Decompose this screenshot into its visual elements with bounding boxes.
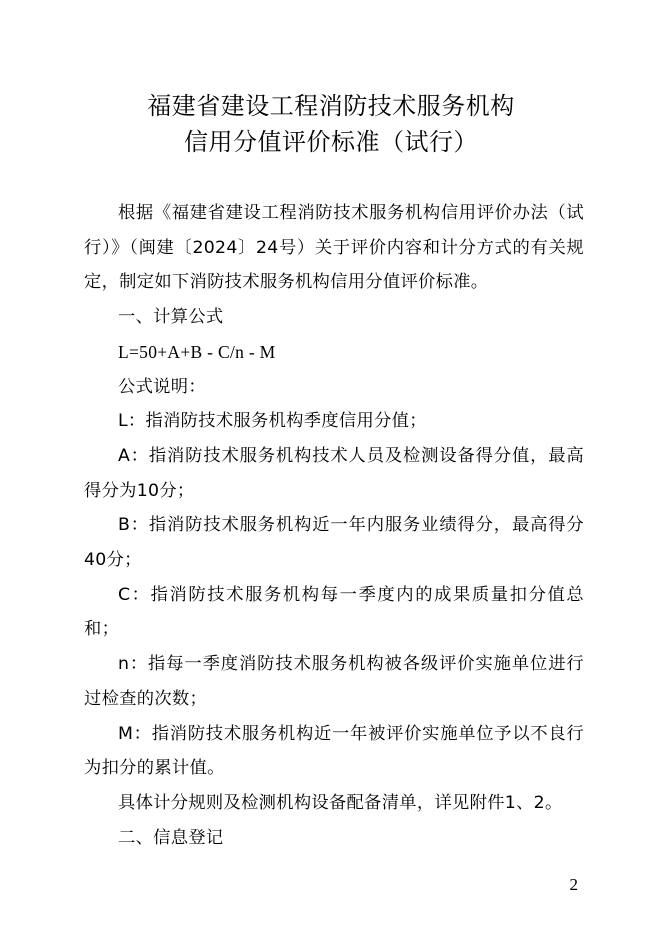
page-number: 2: [569, 875, 578, 894]
definition-a: A：指消防技术服务机构技术人员及检测设备得分值，最高得分为10分；: [84, 445, 584, 501]
definition-c: C：指消防技术服务机构每一季度内的成果质量扣分值总和；: [84, 584, 584, 640]
definition-m: M：指消防技术服务机构近一年被评价实施单位予以不良行为扣分的累计值。: [84, 723, 584, 779]
definition-b: B：指消防技术服务机构近一年内服务业绩得分，最高得分40分；: [84, 515, 584, 571]
document-body: [84, 196, 584, 855]
definition-n: n：指每一季度消防技术服务机构被各级评价实施单位进行过检查的次数；: [84, 654, 584, 709]
paragraph-appendix-reference: 具体计分规则及检测机构设备配备清单，详见附件1、2。: [118, 792, 563, 813]
paragraph-basis: 根据《福建省建设工程消防技术服务机构信用评价办法（试行）》（闽建〔2024〕24号）关于评价内容和计分方式的有关规定，制定如下消防技术服务机构信用分值评价标准。: [84, 203, 584, 293]
section-heading-formula: 一、计算公式: [118, 307, 224, 328]
document-title-line-1: 福建省建设工程消防技术服务机构: [147, 92, 515, 120]
formula-explanation-label: 公式说明：: [118, 376, 206, 397]
section-heading-registration: 二、信息登记: [118, 827, 224, 848]
document-title-line-2: 信用分值评价标准（试行）: [184, 128, 478, 156]
definition-l: L：指消防技术服务机构季度信用分值；: [118, 411, 427, 432]
formula: L=50+A+B - C/n - M: [118, 341, 276, 362]
